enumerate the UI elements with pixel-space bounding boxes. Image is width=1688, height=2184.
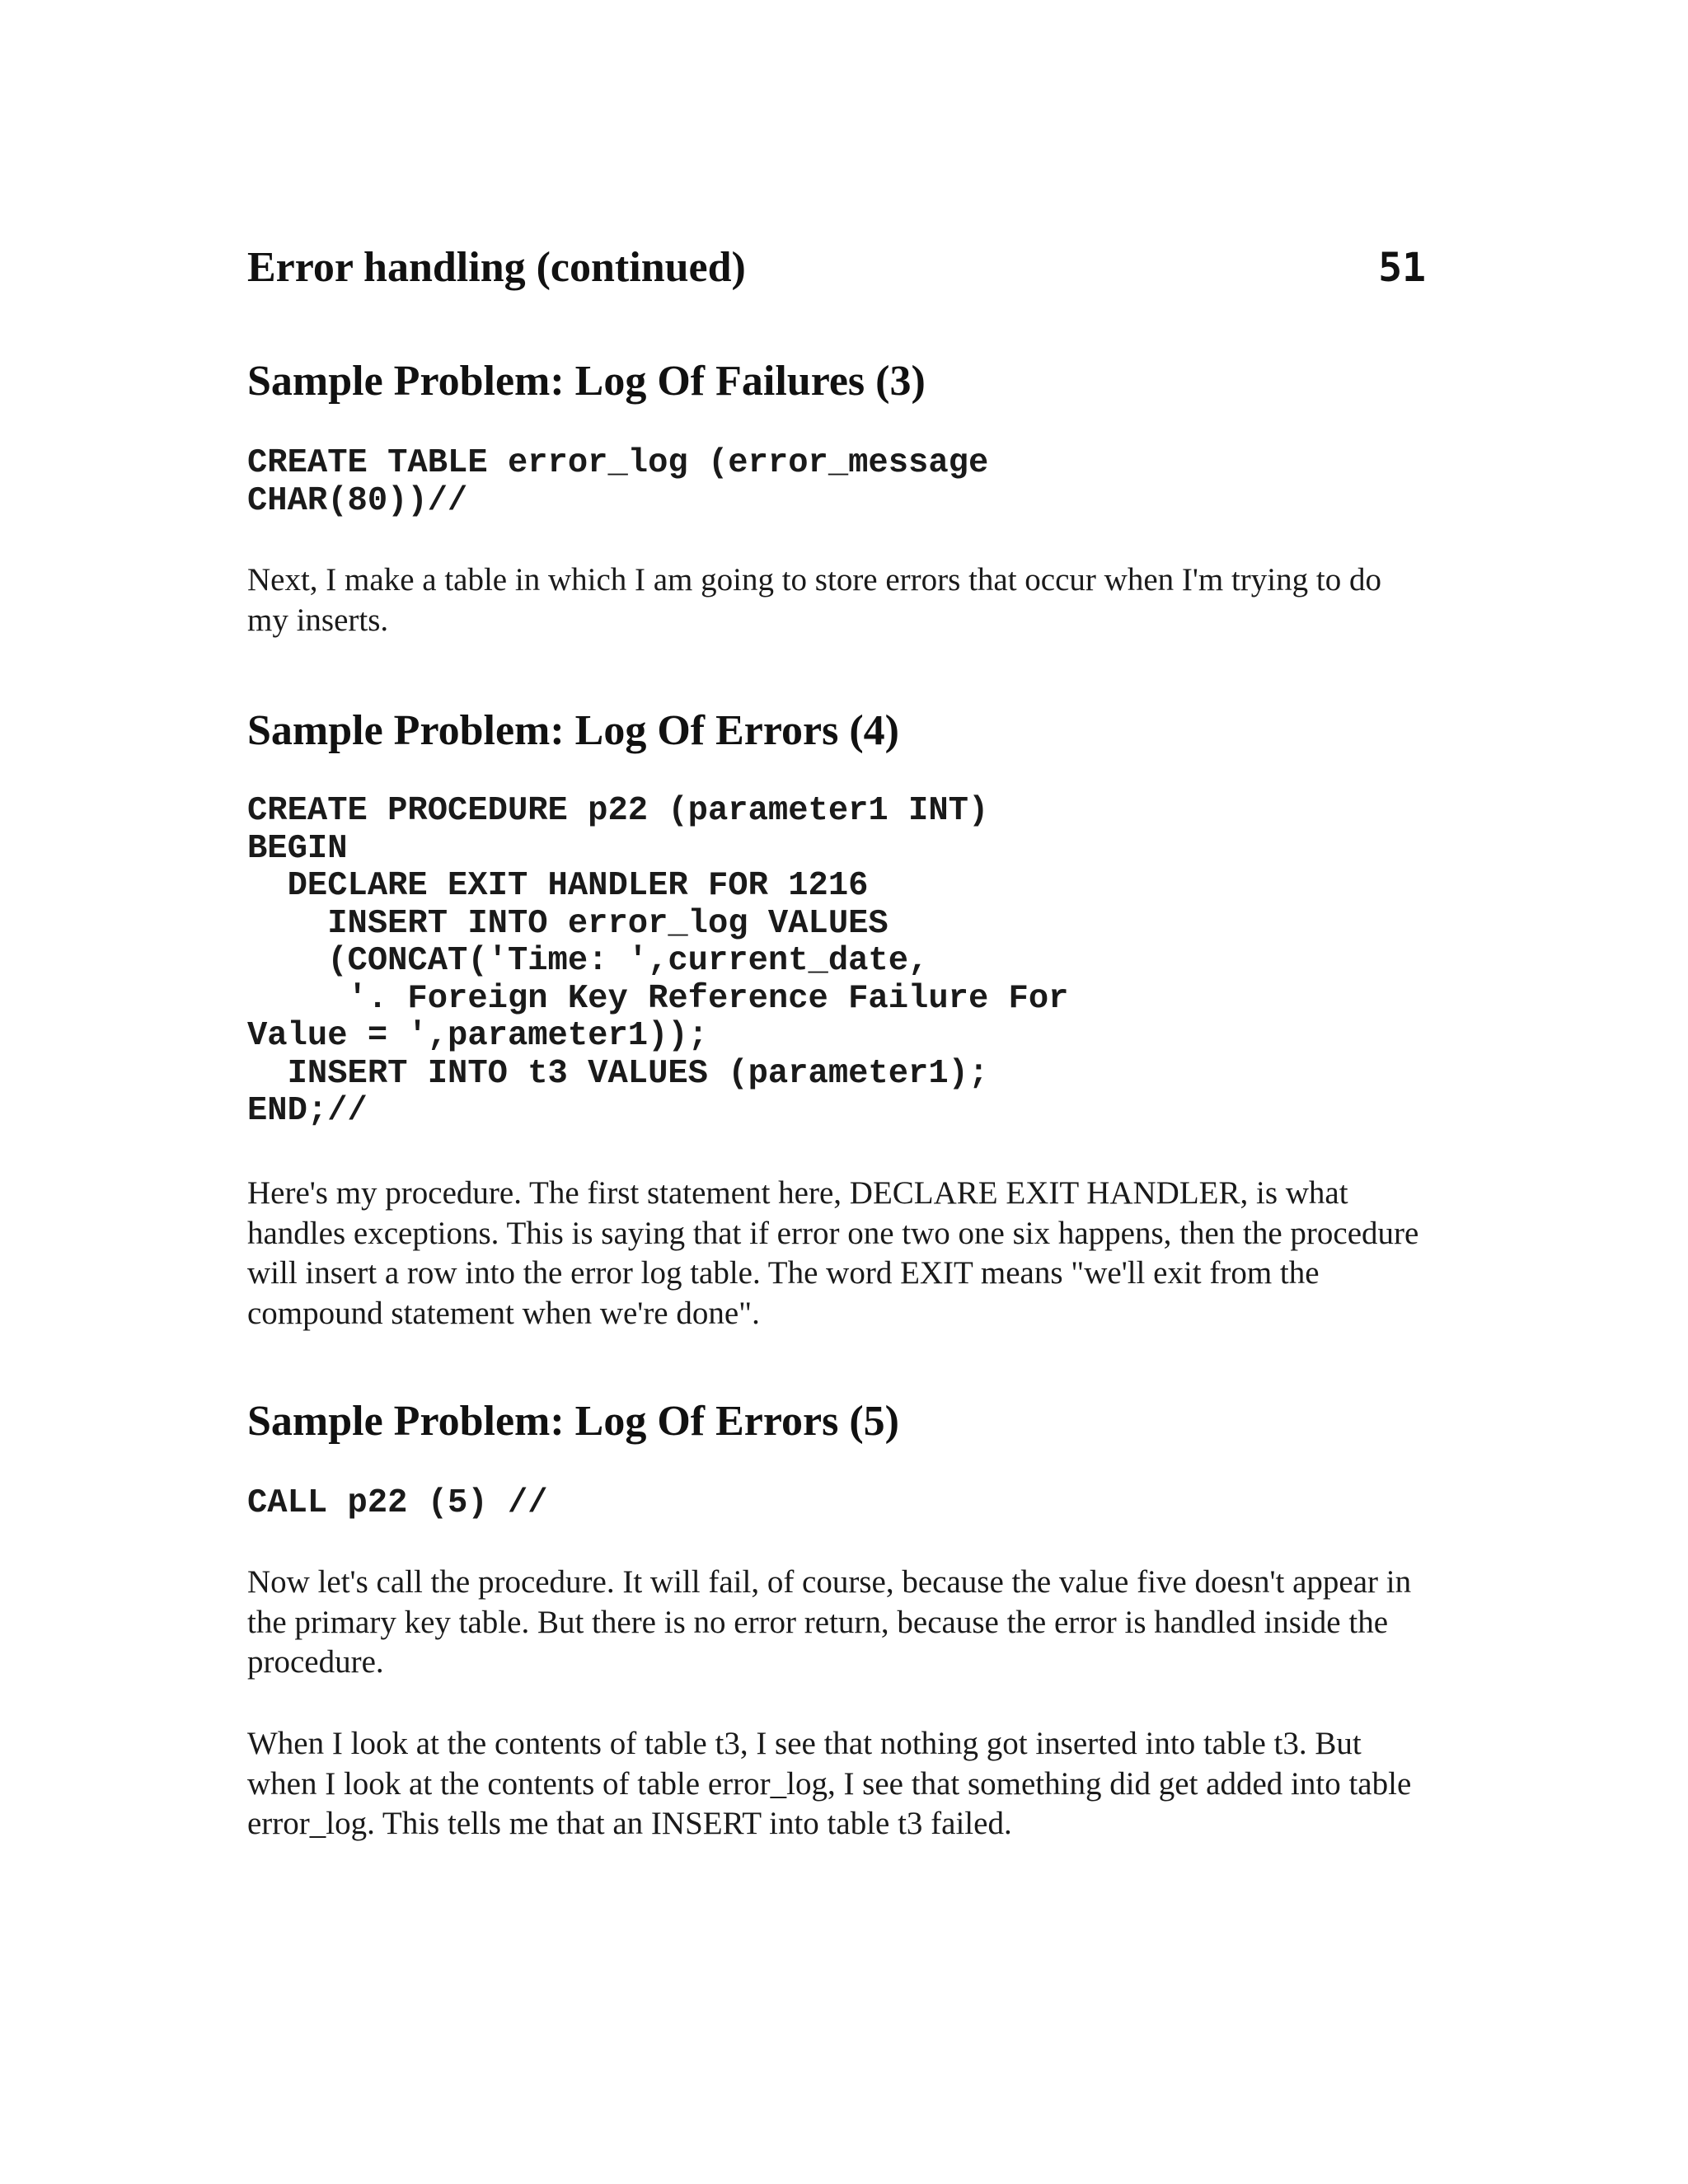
code-block-create-table: CREATE TABLE error_log (error_message CHAR(80))// [247,444,989,520]
section-title-log-of-errors-5: Sample Problem: Log Of Errors (5) [247,1398,899,1445]
document-page [247,0,1426,2184]
page-number: 51 [1378,245,1426,291]
section-title-log-of-failures-3: Sample Problem: Log Of Failures (3) [247,358,926,405]
page-header [247,239,1426,297]
section-3-paragraph-1: Now let's call the procedure. It will fail, of course, because the value five doesn't appear in the primary key table. But there is no error return, because the error is handled inside the procedure. [247,1564,1412,1680]
section-title-log-of-errors-4: Sample Problem: Log Of Errors (4) [247,707,899,754]
code-block-create-procedure: CREATE PROCEDURE p22 (parameter1 INT) BEGIN DECLARE EXIT HANDLER FOR 1216 INSERT INTO error_log VALUES (CONCAT('Time: ',current_date, '. Foreign Key Reference Failure For Value = ',parameter1)); INSERT INTO t3 VALUES (parameter1); END;// [247,792,1069,1130]
section-1-paragraph: Next, I make a table in which I am going to store errors that occur when I'm trying to do my inserts. [247,562,1381,638]
section-2-paragraph: Here's my procedure. The first statement here, DECLARE EXIT HANDLER, is what handles exceptions. This is saying that if error one two one six happens, then the procedure will insert a row into the error log table. The word EXIT means "we'll exit from the compound statement when we're done". [247,1175,1419,1331]
code-block-call-procedure: CALL p22 (5) // [247,1484,548,1522]
chapter-title: Error handling (continued) [247,244,746,291]
section-3-paragraph-2: When I look at the contents of table t3, I see that nothing got inserted into table t3. But when I look at the contents of table error_log, I see that something did get added into table error_log. This tells me that an INSERT into table t3 failed. [247,1726,1412,1841]
